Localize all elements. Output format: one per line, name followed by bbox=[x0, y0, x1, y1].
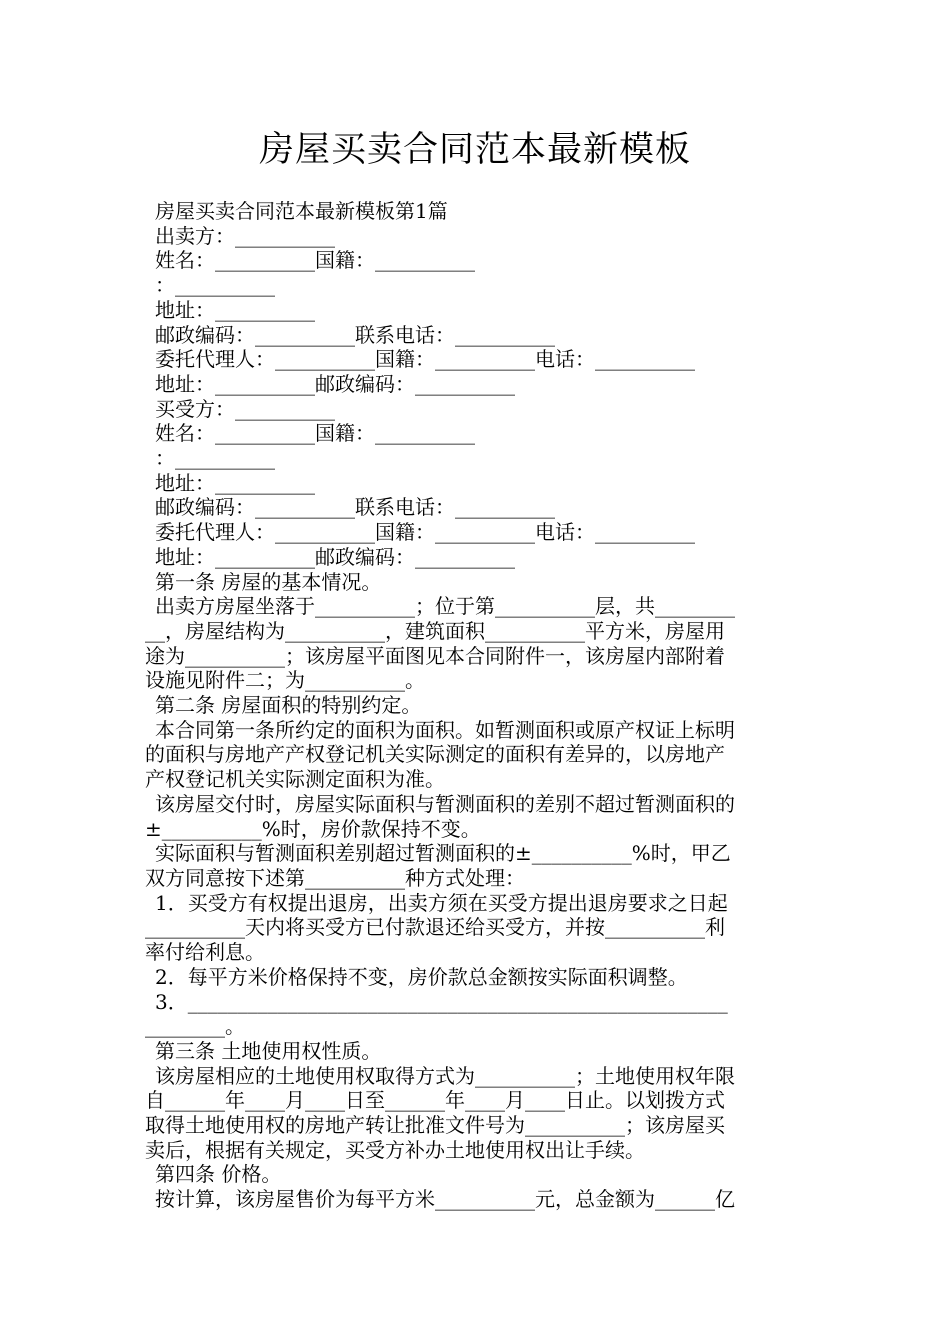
text-line: 按计算，该房屋售价为每平方米__________元，总金额为______亿 bbox=[155, 1187, 735, 1212]
article-heading: 第四条 价格。 bbox=[155, 1162, 282, 1187]
article-heading: 第二条 房屋面积的特别约定。 bbox=[155, 693, 422, 718]
text-line: 地址：__________邮政编码：__________ bbox=[155, 371, 515, 396]
text-line: 自______年____月____日至______年____月____日止。以划拨方式 bbox=[145, 1088, 725, 1113]
text-line: ±__________%时，房价款保持不变。 bbox=[145, 816, 481, 841]
text-line: 委托代理人：__________国籍：__________电话：__________ bbox=[155, 347, 695, 372]
text-line: 产权登记机关实际测定面积为准。 bbox=[145, 767, 445, 792]
text-line: 出卖方：__________ bbox=[155, 223, 335, 248]
text-line: 途为__________；该房屋平面图见本合同附件一，该房屋内部附着 bbox=[145, 643, 725, 668]
text-line: 1．买受方有权提出退房，出卖方须在买受方提出退房要求之日起 bbox=[155, 890, 728, 915]
text-line: 邮政编码：__________联系电话：__________ bbox=[155, 495, 555, 520]
text-line: 买受方：__________ bbox=[155, 396, 335, 421]
text-line: 率付给利息。 bbox=[145, 940, 265, 965]
text-line: 该房屋相应的土地使用权取得方式为__________；土地使用权年限 bbox=[155, 1063, 735, 1088]
document-body bbox=[145, 199, 807, 1212]
text-line: 地址：__________ bbox=[155, 470, 315, 495]
document-title: 房屋买卖合同范本最新模板 bbox=[258, 130, 691, 170]
text-line: 取得土地使用权的房地产转让批准文件号为__________；该房屋买 bbox=[145, 1113, 725, 1138]
text-line: 双方同意按下述第__________种方式处理： bbox=[145, 865, 525, 890]
text-line: ：__________ bbox=[155, 446, 275, 471]
text-line: 地址：__________ bbox=[155, 297, 315, 322]
text-line: 的面积与房地产产权登记机关实际测定的面积有差异的，以房地产 bbox=[145, 742, 725, 767]
subtitle-line: 房屋买卖合同范本最新模板第1篇 bbox=[155, 199, 448, 223]
text-line: 出卖方房屋坐落于__________；位于第__________层，共________ bbox=[155, 594, 735, 619]
article-heading: 第三条 土地使用权性质。 bbox=[155, 1038, 382, 1063]
text-line: 3．______________________________________________________ bbox=[155, 989, 728, 1014]
article-heading: 第一条 房屋的基本情况。 bbox=[155, 569, 382, 594]
text-line: 委托代理人：__________国籍：__________电话：__________ bbox=[155, 520, 695, 545]
text-line: 卖后，根据有关规定，买受方补办土地使用权出让手续。 bbox=[145, 1137, 645, 1162]
text-line: 该房屋交付时，房屋实际面积与暂测面积的差别不超过暂测面积的 bbox=[155, 791, 735, 816]
text-line: 2．每平方米价格保持不变，房价款总金额按实际面积调整。 bbox=[155, 964, 688, 989]
text-line: 地址：__________邮政编码：__________ bbox=[155, 544, 515, 569]
text-line: 设施见附件二；为__________。 bbox=[145, 668, 425, 693]
text-line: __，房屋结构为__________，建筑面积__________平方米，房屋用 bbox=[145, 618, 725, 643]
text-line: ：__________ bbox=[155, 273, 275, 298]
text-line: 本合同第一条所约定的面积为面积。如暂测面积或原产权证上标明 bbox=[155, 717, 735, 742]
text-line: 姓名：__________国籍：__________ bbox=[155, 248, 475, 273]
text-line: 实际面积与暂测面积差别超过暂测面积的±__________%时，甲乙 bbox=[155, 841, 731, 866]
text-line: 邮政编码：__________联系电话：__________ bbox=[155, 322, 555, 347]
text-line: ________。 bbox=[145, 1014, 245, 1039]
text-line: __________天内将买受方已付款退还给买受方，并按__________利 bbox=[145, 915, 725, 940]
text-line: 姓名：__________国籍：__________ bbox=[155, 421, 475, 446]
